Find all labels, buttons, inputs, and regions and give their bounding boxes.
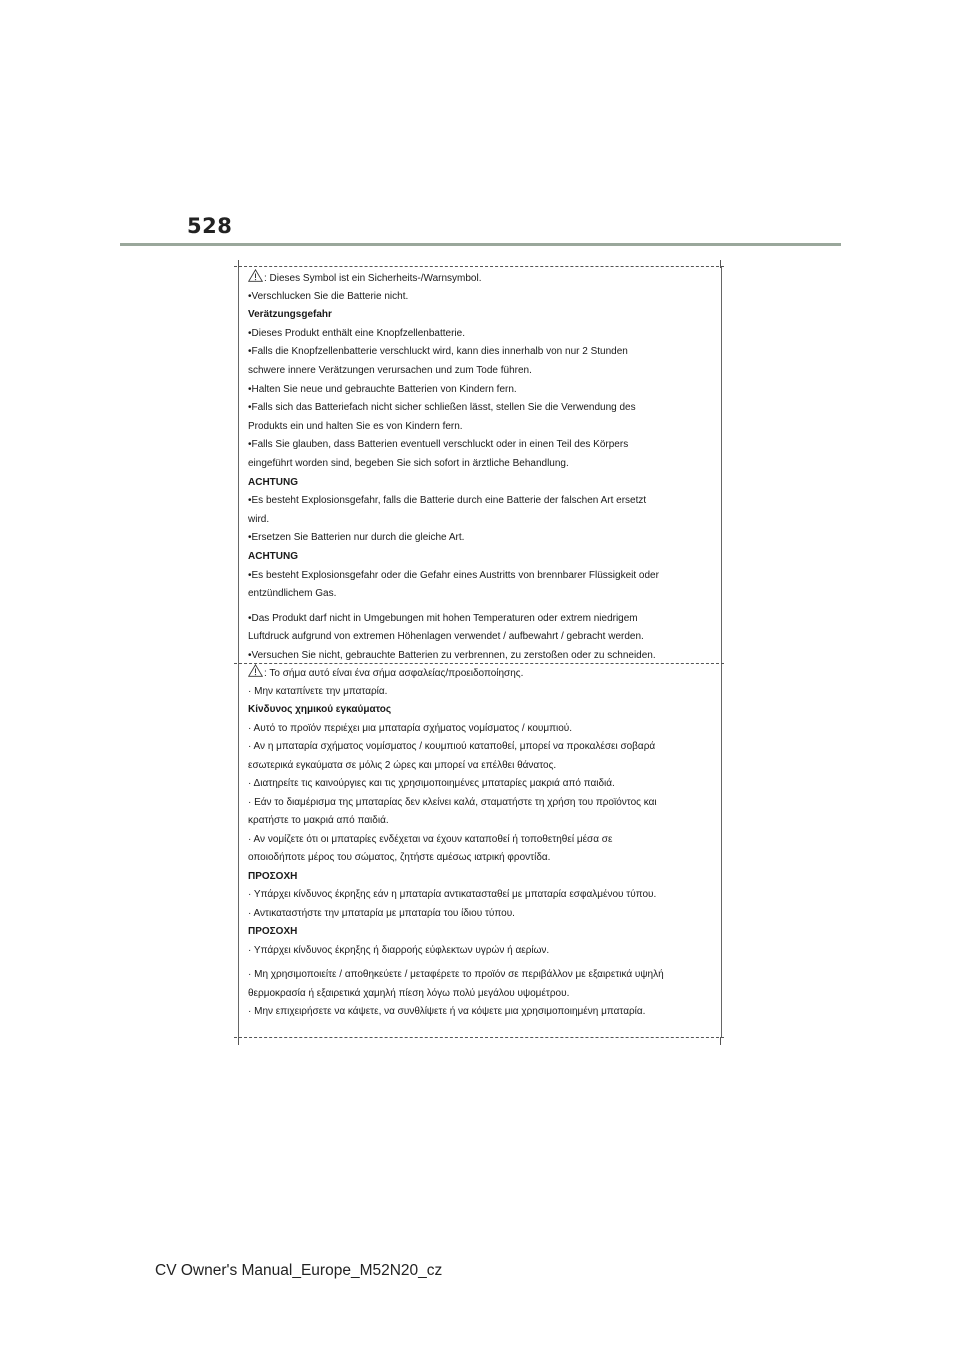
header-rule xyxy=(120,243,841,246)
line-text: οποιοδήποτε μέρος του σώματος, ζητήστε αμέσως ιατρική φροντίδα. xyxy=(248,852,551,863)
warning-text-line xyxy=(248,418,718,437)
warning-heading xyxy=(248,701,718,720)
warning-text-line xyxy=(248,455,718,474)
warning-text-line xyxy=(248,664,718,683)
line-text: · Διατηρείτε τις καινούργιες και τις χρησιμοποιημένες μπαταρίες μακριά από παιδιά. xyxy=(248,778,615,789)
page-number: 528 xyxy=(187,214,233,238)
line-text: · Αυτό το προϊόν περιέχει μια μπαταρία σχήματος νομίσματος / κουμπιού. xyxy=(248,722,573,734)
line-text: eingeführt worden sind, begeben Sie sich sofort in ärztliche Behandlung. xyxy=(248,457,569,469)
warning-text-line xyxy=(248,831,718,850)
line-text: · Υπάρχει κίνδυνος έκρηξης εάν η μπαταρία αντικατασταθεί με μπαταρία εσφαλμένου τύπου. xyxy=(248,889,657,900)
warning-text-line xyxy=(248,399,718,418)
warning-text-line xyxy=(248,362,718,381)
warning-text-line xyxy=(248,738,718,757)
warning-text-line xyxy=(248,343,718,362)
warning-text-line xyxy=(248,492,718,511)
warning-text-line xyxy=(248,325,718,344)
line-text: εσωτερικά εγκαύματα σε μόλις 2 ώρες και μπορεί να επέλθει θάνατος. xyxy=(248,759,557,771)
line-text: wird. xyxy=(248,513,270,525)
line-text: Luftdruck aufgrund von extremen Höhenlagen verwendet / aufbewahrt / gebracht werden. xyxy=(248,631,644,643)
warning-triangle-icon xyxy=(248,664,263,677)
line-text: •Falls Sie glauben, dass Batterien eventuell verschluckt oder in einen Teil des Körpers xyxy=(248,439,629,451)
footer-document-id: CV Owner's Manual_Europe_M52N20_cz xyxy=(155,1262,443,1279)
crop-tick xyxy=(720,1037,721,1045)
warning-text-line xyxy=(248,683,718,702)
warning-text-line xyxy=(248,628,718,647)
warning-text-line xyxy=(248,794,718,813)
line-text: •Halten Sie neue und gebrauchte Batterien von Kindern fern. xyxy=(248,383,517,395)
line-text: •Verschlucken Sie die Batterie nicht. xyxy=(248,290,409,302)
line-text: κρατήστε το μακριά από παιδιά. xyxy=(248,815,389,826)
line-text: entzündlichem Gas. xyxy=(248,588,337,600)
warning-heading xyxy=(248,548,718,567)
line-text: •Das Produkt darf nicht in Umgebungen mit hohen Temperaturen oder extrem niedrigem xyxy=(248,612,638,624)
line-text: · Εάν το διαμέρισμα της μπαταρίας δεν κλείνει καλά, σταματήστε τη χρήση του προϊόντος και xyxy=(248,796,657,808)
line-text: · Αν η μπαταρία σχήματος νομίσματος / κουμπιού καταποθεί, μπορεί να προκαλέσει σοβαρά xyxy=(248,741,656,752)
warning-text-line xyxy=(248,567,718,586)
warning-text-line xyxy=(248,985,718,1004)
warning-text-line xyxy=(248,942,718,961)
german-warning-section xyxy=(248,269,718,665)
line-text: Produkts ein und halten Sie es von Kindern fern. xyxy=(248,420,463,432)
warning-text-line xyxy=(248,720,718,739)
line-text: Κίνδυνος χημικού εγκαύματος xyxy=(248,704,392,715)
line-text: •Es besteht Explosionsgefahr oder die Gefahr eines Austritts von brennbarer Flüssigkeit oder xyxy=(248,569,659,581)
warning-text-line xyxy=(248,585,718,604)
warning-text-line xyxy=(248,436,718,455)
warning-text-line xyxy=(248,288,718,307)
greek-warning-section xyxy=(248,664,718,1022)
line-text: •Falls die Knopfzellenbatterie verschluckt wird, kann dies innerhalb von nur 2 Stunden xyxy=(248,346,628,358)
warning-text-line xyxy=(248,529,718,548)
line-text: ΠΡΟΣΟΧΗ xyxy=(248,926,298,937)
warning-text-line xyxy=(248,849,718,868)
line-text: •Es besteht Explosionsgefahr, falls die Batterie durch eine Batterie der falschen Art ersetzt xyxy=(248,495,647,507)
warning-text-line xyxy=(248,886,718,905)
warning-heading xyxy=(248,868,718,887)
warning-triangle-icon xyxy=(248,269,263,282)
line-text: · Μην επιχειρήσετε να κάψετε, να συνθλίψετε ή να κόψετε μια χρησιμοποιημένη μπαταρία. xyxy=(248,1006,646,1017)
warning-text-line xyxy=(248,1003,718,1022)
line-text: · Αν νομίζετε ότι οι μπαταρίες ενδέχεται να έχουν καταποθεί ή τοποθετηθεί μέσα σε xyxy=(248,833,613,845)
line-text: •Falls sich das Batteriefach nicht sicher schließen lässt, stellen Sie die Verwendung des xyxy=(248,402,636,414)
warning-text-line xyxy=(248,610,718,629)
line-text: schwere innere Verätzungen verursachen und zum Tode führen. xyxy=(248,364,532,376)
top-dashed-divider xyxy=(234,266,724,267)
line-text: · Μην καταπίνετε την μπαταρία. xyxy=(248,685,388,697)
warning-text-line xyxy=(248,269,718,288)
warning-text-line xyxy=(248,511,718,530)
line-text: Verätzungsgefahr xyxy=(248,309,332,321)
line-text: •Versuchen Sie nicht, gebrauchte Batterien zu verbrennen, zu zerstoßen oder zu schneiden. xyxy=(248,649,656,661)
warning-text-line xyxy=(248,966,718,985)
line-text: ACHTUNG xyxy=(248,476,298,488)
warning-text-line xyxy=(248,647,718,666)
warning-heading xyxy=(248,923,718,942)
line-text: : Dieses Symbol ist ein Sicherheits-/Warnsymbol. xyxy=(264,273,482,284)
line-text: •Dieses Produkt enthält eine Knopfzellenbatterie. xyxy=(248,327,465,339)
crop-tick xyxy=(238,260,239,268)
bottom-dashed-divider xyxy=(234,1037,724,1038)
line-text: θερμοκρασία ή εξαιρετικά χαμηλή πίεση λόγω πολύ μεγάλου υψομέτρου. xyxy=(248,987,570,999)
warning-text-line xyxy=(248,381,718,400)
line-text: · Υπάρχει κίνδυνος έκρηξης ή διαρροής εύφλεκτων υγρών ή αερίων. xyxy=(248,944,550,956)
line-text: ACHTUNG xyxy=(248,550,298,562)
crop-tick xyxy=(720,260,721,268)
warning-heading xyxy=(248,474,718,493)
crop-tick xyxy=(238,1037,239,1045)
line-text: •Ersetzen Sie Batterien nur durch die gleiche Art. xyxy=(248,532,465,544)
line-text: · Μη χρησιμοποιείτε / αποθηκεύετε / μεταφέρετε το προϊόν σε περιβάλλον με εξαιρετικά υψηλή xyxy=(248,969,664,980)
line-text: ΠΡΟΣΟΧΗ xyxy=(248,870,298,882)
warning-text-line xyxy=(248,757,718,776)
warning-text-line xyxy=(248,812,718,831)
warning-text-line xyxy=(248,905,718,924)
warning-text-line xyxy=(248,775,718,794)
line-text: : Το σήμα αυτό είναι ένα σήμα ασφαλείας/προειδοποίησης. xyxy=(264,668,524,679)
line-text: · Αντικαταστήστε την μπαταρία με μπαταρία του ίδιου τύπου. xyxy=(248,907,515,919)
warning-heading xyxy=(248,306,718,325)
